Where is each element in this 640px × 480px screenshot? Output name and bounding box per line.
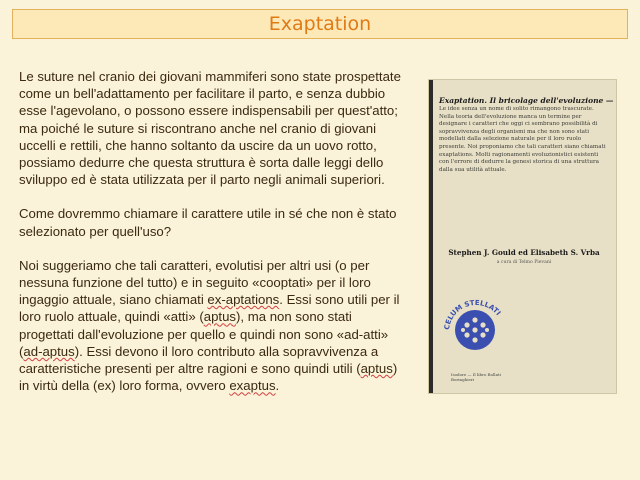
slide-body: [19, 68, 407, 411]
book-authors: Stephen J. Gould ed Elisabeth S. Vrba: [448, 248, 600, 257]
book-series: Isodore — Il libro Bollati Boringhieri: [451, 372, 501, 382]
spellcheck-word[interactable]: exaptus: [229, 378, 276, 394]
paragraph-definition: Noi suggeriamo che tali caratteri, evolutisi per altri usi (o per nessuna funzione del tutto) e in seguito «cooptati» per il loro ingaggio attuale, siano chiamati ex-aptations. Essi sono utili per il loro ruolo attuale, quindi «atti» (aptus), ma non sono stati progettati dall'evoluzione per quello e quindi non sono «ad-atti» (ad-aptus). Essi devono il loro contributo alla sopravvivenza a caratteristiche presenti per altre ragioni e sono quindi utili (aptus) in virtù della (ex) loro forma, ovvero exaptus.: [19, 257, 400, 394]
paragraph-question: Come dovremmo chiamare il carattere utile in sé che non è stato selezionato per quell'uso?: [19, 206, 397, 239]
publisher-star-logo-icon: [437, 290, 513, 366]
slide-title: Exaptation: [268, 13, 372, 35]
book-cover-image: [429, 80, 616, 393]
spellcheck-word[interactable]: ad-aptus: [23, 343, 75, 359]
book-spine-stripe: [429, 80, 433, 393]
slide-title-box: [12, 9, 628, 39]
spellcheck-word[interactable]: ex-aptations: [207, 292, 280, 308]
spellcheck-word[interactable]: aptus: [203, 309, 237, 325]
book-blurb: Le idee senza un nome di solito rimangono trascurate. Nella teoria dell'evoluzione manca un termine per designare i caratteri che oggi ci sembrano possibilità di sopravvivenza degli organismi ma che non sono stati modellati dalla selezione naturale per il loro ruolo presente. Noi proponiamo che tali caratteri siano chiamati exaptations. Molti ragionamenti evoluzionistici esistenti con l'errore di dedurre la genesi storica di una struttura dalla sua utilità attuale.: [439, 106, 606, 173]
spellcheck-word[interactable]: aptus: [360, 361, 393, 377]
book-title: Exaptation. Il bricolage dell'evoluzione —: [439, 96, 614, 105]
paragraph-sutures: Le suture nel cranio dei giovani mammiferi sono state prospettate come un bell'adattamento per facilitare il parto, e senza dubbio esse l'agevolano, o possono essere indispensabili per quest'atto; ma poiché le suture si riscontrano anche nel cranio di giovani uccelli e rettili, che hanno soltanto da uscire da un uovo rotto, possiamo dedurre che questa struttura è sorta dalle leggi dello sviluppo ed è stata utilizzata per il parto negli animali superiori.: [19, 69, 401, 188]
book-translator: a cura di Telmo Pievani: [496, 260, 552, 265]
svg-text:CELUM STELLATI: CELUM STELLATI: [442, 298, 503, 331]
